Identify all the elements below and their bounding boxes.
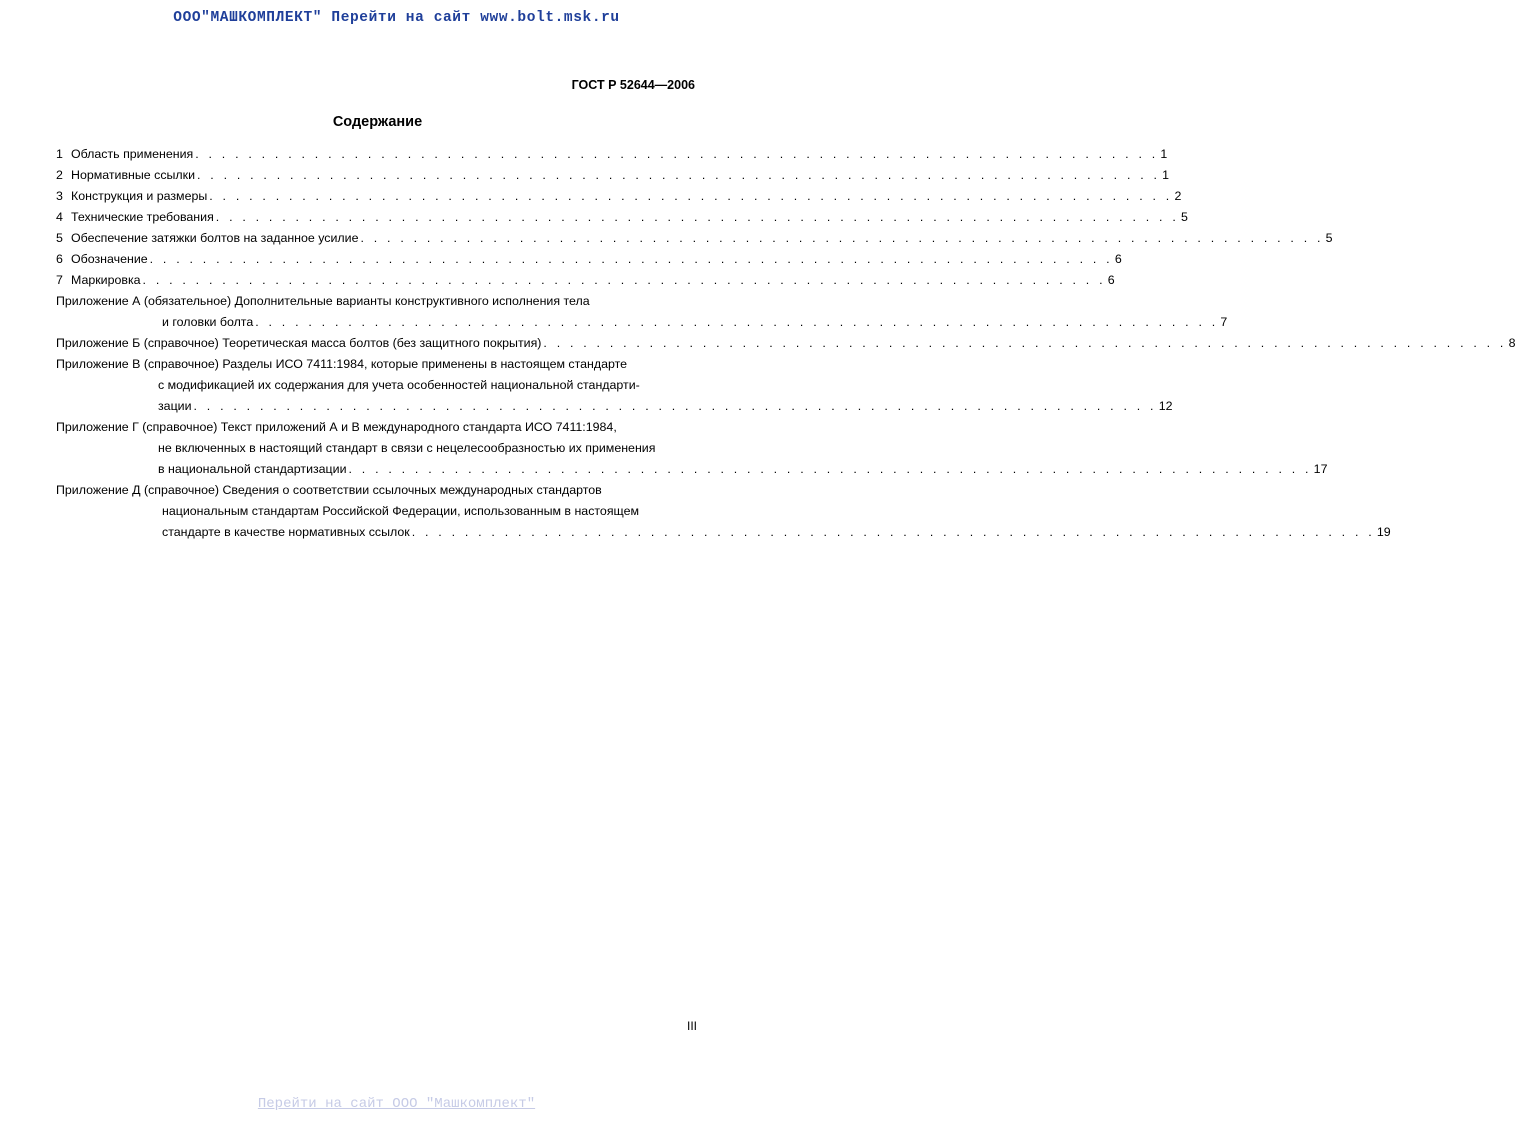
toc-appendix-d-last: стандарте в качестве нормативных ссылок . . . . . . . . . . . . . . . . . . . . . . . . . . . . . . . . . . . . . . . . . . . . . . . . . . . . . . . . . . . . . . . . . . . . . . . . . 19 (56, 522, 699, 543)
toc-title: Содержание (332, 114, 423, 130)
toc-appendix-v-line1: Приложение В (справочное) Разделы ИСО 7411:1984, которые применены в настоящем стандарте (56, 357, 628, 371)
toc-appendix-d-line2: национальным стандартам Российской Федерации, использованным в настоящем (162, 504, 639, 518)
toc-appendix-g-line1: Приложение Г (справочное) Текст приложений А и В международного стандарта ИСО 7411:1984, (56, 420, 617, 434)
dot-leader: . . . . . . . . . . . . . . . . . . . . . . . . . . . . . . . . . . . . . . . . . . . . . . . . . . . . . . . . . . . . . . . . . . . . . . . . . (193, 399, 1157, 413)
toc-item: 6 Обозначение . . . . . . . . . . . . . . . . . . . . . . . . . . . . . . . . . . . . . . . . . . . . . . . . . . . . . . . . . . . . . . . . . . . . . . . . . 6 (56, 249, 699, 270)
toc-item: 4 Технические требования . . . . . . . . . . . . . . . . . . . . . . . . . . . . . . . . . . . . . . . . . . . . . . . . . . . . . . . . . . . . . . . . . . . . . . . . . 5 (56, 207, 699, 228)
standard-code: ГОСТ Р 52644—2006 (571, 78, 695, 92)
company-site-link[interactable]: ООО"МАШКОМПЛЕКТ" Перейти на сайт www.bolt.msk.ru (173, 10, 620, 26)
toc-appendix-b: Приложение Б (справочное) Теоретическая масса болтов (без защитного покрытия) . . . . . . . . . . . . . . . . . . . . . . . . . . . . . . . . . . . . . . . . . . . . . . . . . . . . . . . . . . . . . . . . . . . . . . . . . 8 (56, 333, 699, 354)
toc-appendix-g-line2: не включенных в настоящий стандарт в связи с нецелесообразностью их применения (158, 441, 656, 455)
toc-item: 3 Конструкция и размеры . . . . . . . . . . . . . . . . . . . . . . . . . . . . . . . . . . . . . . . . . . . . . . . . . . . . . . . . . . . . . . . . . . . . . . . . . 2 (56, 186, 699, 207)
toc-item: 5 Обеспечение затяжки болтов на заданное усилие . . . . . . . . . . . . . . . . . . . . . . . . . . . . . . . . . . . . . . . . . . . . . . . . . . . . . . . . . . . . . . . . . . . . . . . . . 5 (56, 228, 699, 249)
dot-leader: . . . . . . . . . . . . . . . . . . . . . . . . . . . . . . . . . . . . . . . . . . . . . . . . . . . . . . . . . . . . . . . . . . . . . . . . . (360, 231, 1324, 245)
toc-item: 7 Маркировка . . . . . . . . . . . . . . . . . . . . . . . . . . . . . . . . . . . . . . . . . . . . . . . . . . . . . . . . . . . . . . . . . . . . . . . . . 6 (56, 270, 699, 291)
toc-appendix-d-line1: Приложение Д (справочное) Сведения о соответствии ссылочных международных стандартов (56, 483, 602, 497)
toc-appendix-v-last: зации . . . . . . . . . . . . . . . . . . . . . . . . . . . . . . . . . . . . . . . . . . . . . . . . . . . . . . . . . . . . . . . . . . . . . . . . . 12 (56, 396, 699, 417)
dot-leader: . . . . . . . . . . . . . . . . . . . . . . . . . . . . . . . . . . . . . . . . . . . . . . . . . . . . . . . . . . . . . . . . . . . . . . . . . (195, 147, 1159, 161)
toc-appendix-a-line1: Приложение А (обязательное) Дополнительные варианты конструктивного исполнения тела (56, 294, 590, 308)
dot-leader: . . . . . . . . . . . . . . . . . . . . . . . . . . . . . . . . . . . . . . . . . . . . . . . . . . . . . . . . . . . . . . . . . . . . . . . . . (255, 315, 1219, 329)
table-of-contents (56, 144, 1515, 543)
toc-appendix-a-last: и головки болта . . . . . . . . . . . . . . . . . . . . . . . . . . . . . . . . . . . . . . . . . . . . . . . . . . . . . . . . . . . . . . . . . . . . . . . . . 7 (56, 312, 699, 333)
page-number: III (686, 1019, 697, 1033)
dot-leader: . . . . . . . . . . . . . . . . . . . . . . . . . . . . . . . . . . . . . . . . . . . . . . . . . . . . . . . . . . . . . . . . . . . . . . . . . (411, 525, 1375, 539)
toc-item: 1 Область применения . . . . . . . . . . . . . . . . . . . . . . . . . . . . . . . . . . . . . . . . . . . . . . . . . . . . . . . . . . . . . . . . . . . . . . . . . 1 (56, 144, 699, 165)
dot-leader: . . . . . . . . . . . . . . . . . . . . . . . . . . . . . . . . . . . . . . . . . . . . . . . . . . . . . . . . . . . . . . . . . . . . . . . . . (543, 336, 1507, 350)
toc-appendix-g-last: в национальной стандартизации . . . . . . . . . . . . . . . . . . . . . . . . . . . . . . . . . . . . . . . . . . . . . . . . . . . . . . . . . . . . . . . . . . . . . . . . . 17 (56, 459, 699, 480)
toc-item: 2 Нормативные ссылки . . . . . . . . . . . . . . . . . . . . . . . . . . . . . . . . . . . . . . . . . . . . . . . . . . . . . . . . . . . . . . . . . . . . . . . . . 1 (56, 165, 699, 186)
site-link[interactable]: Перейти на сайт ООО "Машкомплект" (257, 1096, 536, 1112)
toc-appendix-v-line2: с модификацией их содержания для учета особенностей национальной стандарти- (158, 378, 640, 392)
dot-leader: . . . . . . . . . . . . . . . . . . . . . . . . . . . . . . . . . . . . . . . . . . . . . . . . . . . . . . . . . . . . . . . . . . . . . . . . . (209, 189, 1173, 203)
dot-leader: . . . . . . . . . . . . . . . . . . . . . . . . . . . . . . . . . . . . . . . . . . . . . . . . . . . . . . . . . . . . . . . . . . . . . . . . . (197, 168, 1161, 182)
dot-leader: . . . . . . . . . . . . . . . . . . . . . . . . . . . . . . . . . . . . . . . . . . . . . . . . . . . . . . . . . . . . . . . . . . . . . . . . . (215, 210, 1179, 224)
dot-leader: . . . . . . . . . . . . . . . . . . . . . . . . . . . . . . . . . . . . . . . . . . . . . . . . . . . . . . . . . . . . . . . . . . . . . . . . . (348, 462, 1312, 476)
dot-leader: . . . . . . . . . . . . . . . . . . . . . . . . . . . . . . . . . . . . . . . . . . . . . . . . . . . . . . . . . . . . . . . . . . . . . . . . . (149, 252, 1113, 266)
dot-leader: . . . . . . . . . . . . . . . . . . . . . . . . . . . . . . . . . . . . . . . . . . . . . . . . . . . . . . . . . . . . . . . . . . . . . . . . . (142, 273, 1106, 287)
